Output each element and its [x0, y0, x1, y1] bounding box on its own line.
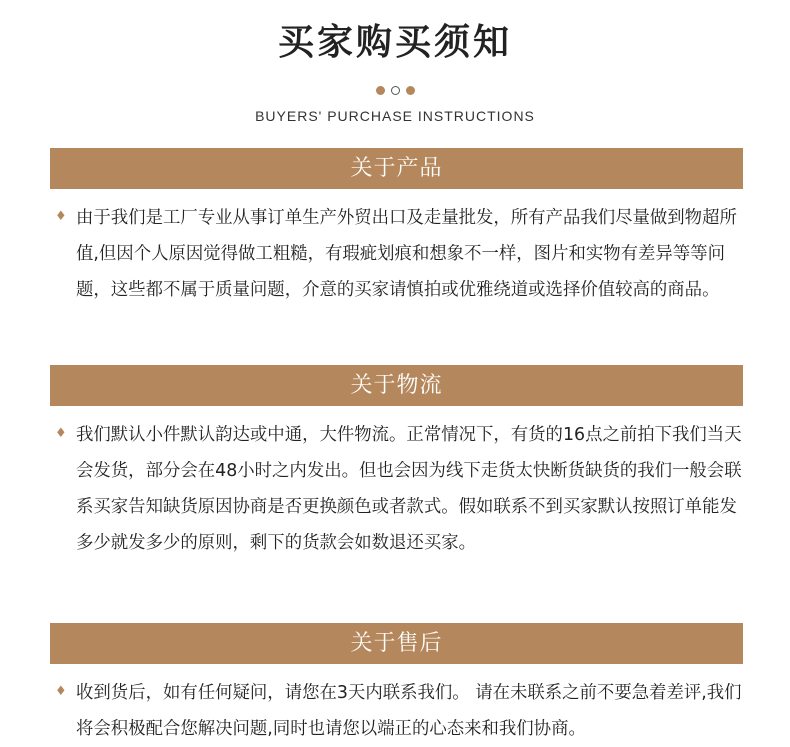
diamond-bullet-icon: ♦	[55, 426, 67, 441]
dot-icon	[391, 86, 400, 95]
section-header-product: 关于产品	[50, 148, 743, 189]
section-body-logistics	[55, 417, 755, 561]
dot-icon	[376, 86, 385, 95]
dot-icon	[406, 86, 415, 95]
section-text-logistics: 我们默认小件默认韵达或中通，大件物流。正常情况下，有货的16点之前拍下我们当天会发货，部分会在48小时之内发出。但也会因为线下走货太快断货缺货的我们一般会联系买家告知缺货原因协商是否更换颜色或者款式。假如联系不到买家默认按照订单能发多少就发多少的原则，剩下的货款会如数退还买家。	[76, 425, 742, 553]
page-subtitle: BUYERS' PURCHASE INSTRUCTIONS	[255, 108, 535, 124]
section-header-after-sales: 关于售后	[50, 623, 743, 664]
diamond-bullet-icon: ♦	[55, 209, 67, 224]
section-text-after-sales: 收到货后，如有任何疑问，请您在3天内联系我们。 请在未联系之前不要急着差评,我们将会积极配合您解决问题,同时也请您以端正的心态来和我们协商。	[76, 683, 742, 739]
decorative-dots	[0, 86, 790, 95]
section-text-product: 由于我们是工厂专业从事订单生产外贸出口及走量批发，所有产品我们尽量做到物超所值,但因个人原因觉得做工粗糙，有瑕疵划痕和想象不一样，图片和实物有差异等等问题，这些都不属于质量问题，介意的买家请慎拍或优雅绕道或选择价值较高的商品。	[76, 208, 737, 300]
section-body-after-sales	[55, 675, 755, 747]
section-header-logistics: 关于物流	[50, 365, 743, 406]
section-body-product	[55, 200, 755, 308]
page-title: 买家购买须知	[277, 22, 512, 63]
diamond-bullet-icon: ♦	[55, 684, 67, 699]
